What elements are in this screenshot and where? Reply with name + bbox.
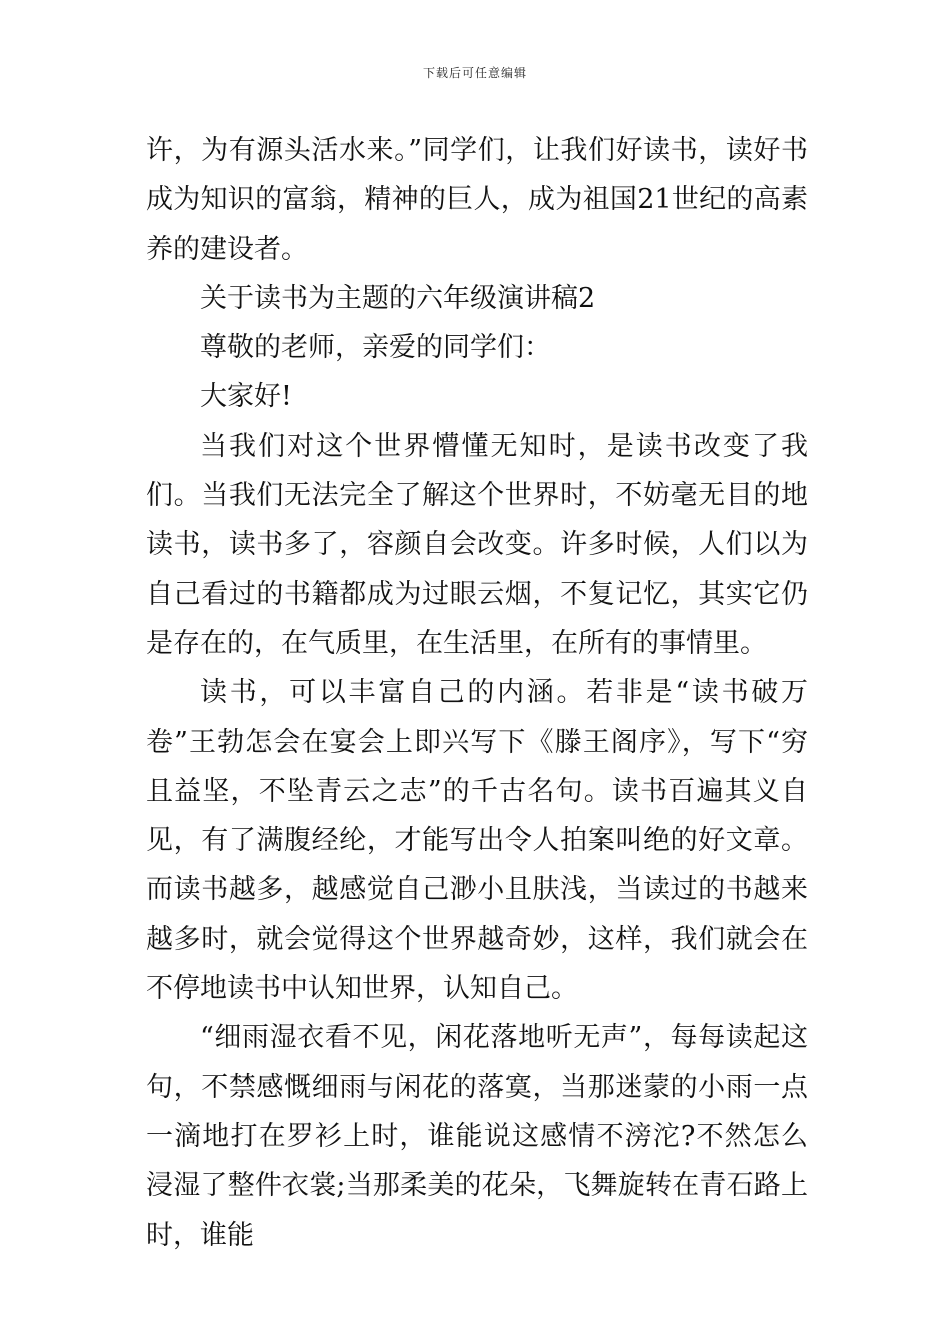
salutation: 尊敬的老师，亲爱的同学们： [200, 332, 551, 364]
paragraph-continuation: 许，为有源头活水来。”同学们，让我们好读书，读好书成为知识的富翁，精神的巨人，成为祖国21世纪的高素养的建设者。 [146, 135, 808, 265]
greeting: 大家好! [200, 381, 292, 413]
page-header: 下载后可任意编辑 [422, 66, 527, 80]
paragraph: 读书，可以丰富自己的内涵。若非是“读书破万卷”王勃怎会在宴会上即兴写下《滕王阁序》，写下“穷且益坚，不坠青云之志”的千古名句。读书百遍其义自见，有了满腹经纶，才能写出令人拍案叫绝的好文章。而读书越多，越感觉自己渺小且肤浅，当读过的书越来越多时，就会觉得这个世界越奇妙，这样，我们就会在不停地读书中认知世界，认知自己。 [146, 677, 808, 1005]
paragraph: 当我们对这个世界懵懂无知时，是读书改变了我们。当我们无法完全了解这个世界时，不妨毫无目的地读书，读书多了，容颜自会改变。许多时候，人们以为自己看过的书籍都成为过眼云烟，不复记忆，其实它仍是存在的，在气质里，在生活里，在所有的事情里。 [146, 430, 808, 659]
section-title: 关于读书为主题的六年级演讲稿2 [200, 282, 596, 314]
document-body [146, 126, 808, 1260]
paragraph: “细雨湿衣看不见，闲花落地听无声”，每每读起这句，不禁感慨细雨与闲花的落寞，当那迷蒙的小雨一点一滴地打在罗衫上时，谁能说这感情不滂沱?不然怎么浸湿了整件衣裳;当那柔美的花朵，飞舞旋转在青石路上时，谁能 [146, 1022, 808, 1251]
